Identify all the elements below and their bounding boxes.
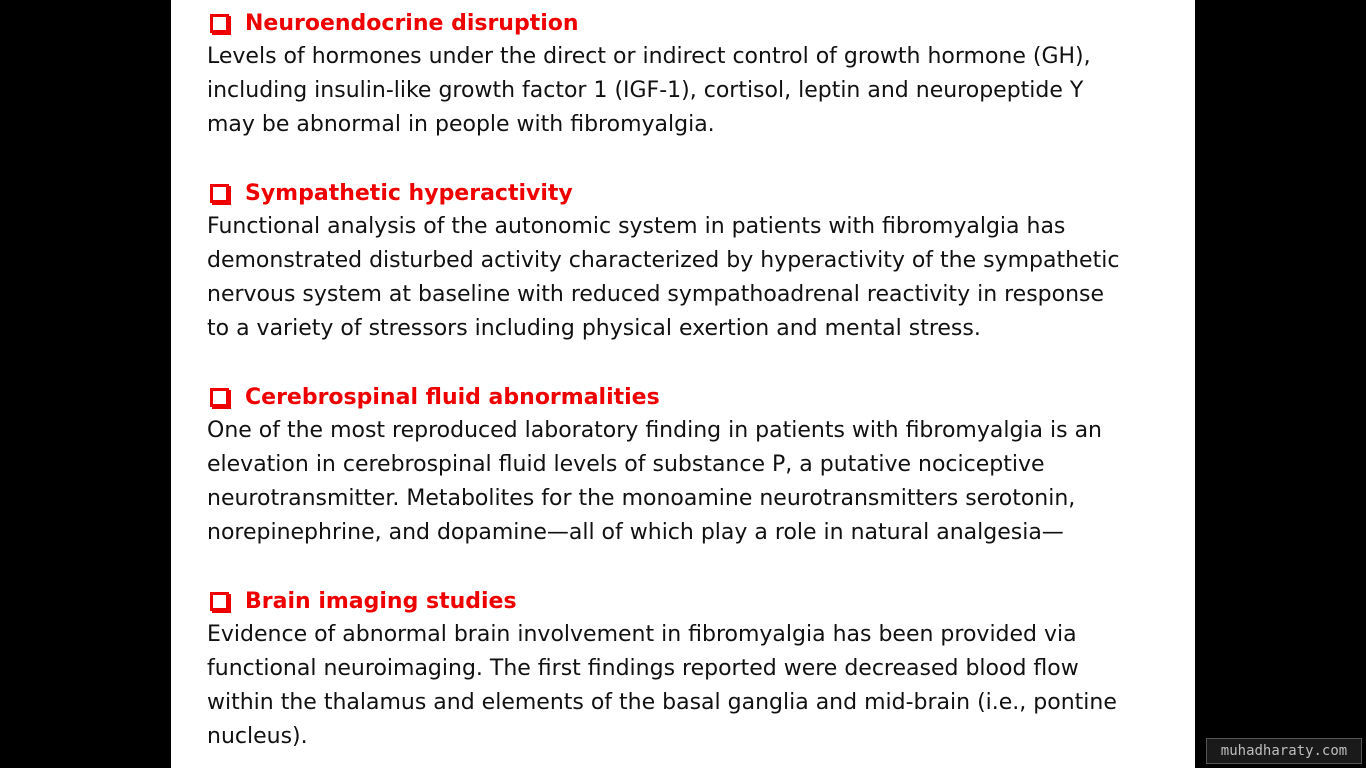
body-line: demonstrated disturbed activity characterized by hyperactivity of the sympathetic: [207, 248, 1120, 273]
section-heading-text: Neuroendocrine disruption: [245, 10, 579, 36]
body-line: nucleus).: [207, 724, 308, 749]
checkbox-square-icon: [210, 14, 229, 33]
body-line: neurotransmitter. Metabolites for the monoamine neurotransmitters serotonin,: [207, 486, 1076, 511]
checkbox-square-icon: [210, 592, 229, 611]
body-line: Functional analysis of the autonomic system in patients with fibromyalgia has: [207, 214, 1066, 239]
section-heading-text: Cerebrospinal fluid abnormalities: [245, 384, 660, 410]
slide: [171, 0, 1195, 768]
body-line: nervous system at baseline with reduced sympathoadrenal reactivity in response: [207, 282, 1105, 307]
body-line: Levels of hormones under the direct or indirect control of growth hormone (GH),: [207, 44, 1091, 69]
body-line: within the thalamus and elements of the basal ganglia and mid-brain (i.e., pontine: [207, 690, 1117, 715]
body-line: elevation in cerebrospinal fluid levels of substance P, a putative nociceptive: [207, 452, 1045, 477]
checkbox-square-icon: [210, 388, 229, 407]
section-heading-text: Brain imaging studies: [245, 588, 517, 614]
body-line: functional neuroimaging. The first findings reported were decreased blood flow: [207, 656, 1079, 681]
section-brain-imaging-studies: [207, 584, 1167, 754]
body-line: norepinephrine, and dopamine—all of which play a role in natural analgesia—: [207, 520, 1064, 545]
section-heading-text: Sympathetic hyperactivity: [245, 180, 573, 206]
section-sympathetic-hyperactivity: [207, 176, 1167, 346]
body-line: Evidence of abnormal brain involvement in fibromyalgia has been provided via: [207, 622, 1077, 647]
watermark-logo: muhadharaty.com: [1206, 738, 1362, 764]
section-neuroendocrine-disruption: [207, 6, 1167, 142]
body-line: may be abnormal in people with fibromyalgia.: [207, 112, 715, 137]
section-heading: [207, 176, 1167, 210]
body-line: including insulin-like growth factor 1 (IGF-1), cortisol, leptin and neuropeptide Y: [207, 78, 1084, 103]
section-cerebrospinal-fluid-abnormalities: [207, 380, 1167, 550]
body-line: to a variety of stressors including physical exertion and mental stress.: [207, 316, 981, 341]
checkbox-square-icon: [210, 184, 229, 203]
section-heading: [207, 380, 1167, 414]
section-heading: [207, 6, 1167, 40]
section-heading: [207, 584, 1167, 618]
body-line: One of the most reproduced laboratory finding in patients with fibromyalgia is an: [207, 418, 1102, 443]
